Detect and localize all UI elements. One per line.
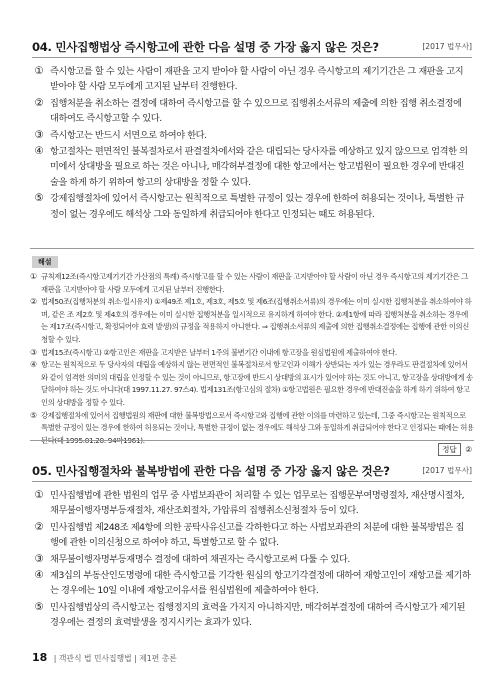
- option-text: 채무불이행자명부등재명수 결정에 대하여 채권자는 즉시항고로써 다툴 수 있다.: [50, 553, 350, 565]
- item-text: 법제15조(즉시항고) ②항고인은 재판을 고지받은 날부터 1주의 불변기간 이내에 항고장을 원심법원에 제출하여야 한다.: [41, 347, 397, 357]
- option-number: ①: [34, 489, 44, 501]
- explanation-item-1: [30, 271, 474, 296]
- q05-option-4: [32, 568, 472, 599]
- item-number: ①: [30, 272, 37, 281]
- question-05-header: [32, 460, 472, 482]
- option-text: 항고절차는 편면적인 불복절차로서 판결절차에서와 같은 대립되는 당사자를 예상하고 있지 않으므로 엄격한 의미에서 상대방을 필요로 하는 것은 아니나, 매각허부결정에 대한 항고에서는 항고법원이 필요한 경우에 반대진술을 하게 하기 위하여 항고의 상대방을 정할 수 있다.: [50, 146, 468, 188]
- answer-value: ②: [465, 445, 472, 454]
- q04-option-3: [32, 128, 472, 143]
- item-number: ④: [30, 360, 37, 370]
- answer-label: 정답: [438, 443, 461, 456]
- item-text: 법제50조(집행처분의 취소·일시유지) ①제49조 제1호, 제3호, 제5호 및 제6조(집행취소서류)의 경우에는 이미 실시한 집행처분을 취소하여야 하며, 같은 조 제2호 및 제4호의 경우에는 이미 실시한 집행처분을 일시적으로 유지하게 하여야 한다. ②제1항에 따라 집행처분을 취소하는 경우에는 제17조(즉시항고, 확정되어야 효력 발생)의 규정을 적용하지 아니한다. ⇒ 집행취소서류의 제출에 의한 집행취소결정에는 집행에 관한 이의신청할 수 있다.: [41, 297, 472, 344]
- q04-option-2: [32, 96, 472, 127]
- q05-option-1: [32, 488, 472, 519]
- option-text: 민사집행법상의 즉시항고는 집행정지의 효력을 가지지 아니하지만, 매각허부결정에 대하여 즉시항고가 제기된 경우에는 결정의 효력발생을 정지시키는 효과가 있다.: [50, 601, 466, 629]
- option-number: ④: [34, 145, 44, 158]
- item-number: ③: [30, 347, 37, 357]
- question-04-header: [32, 36, 472, 58]
- explanation-item-3: [30, 347, 474, 360]
- option-number: ③: [34, 128, 44, 141]
- page-number: 18: [32, 651, 48, 664]
- option-text: 집행처분을 취소하는 결정에 대하여 즉시항고를 할 수 있으므로 집행취소서류의 제출에 의한 집행 취소결정에 대하여도 즉시항고할 수 있다.: [50, 97, 462, 125]
- q05-option-2: [32, 520, 472, 551]
- option-number: ⑤: [34, 600, 44, 613]
- q05-option-5: [32, 600, 472, 631]
- option-text: 민사집행법에 관한 법원의 업무 중 사법보좌관이 처리할 수 있는 업무로는 집행문부여명령절차, 재산명시절차, 채무불이행자명부등재절차, 재산조회절차, 가압류의 집행취소신청절차 등이 있다.: [50, 490, 465, 517]
- q04-option-1: [32, 64, 472, 95]
- item-text: 항고는 원칙적으로 두 당사자의 대립을 예상하지 않는 편면적인 불복절차로서 항고인과 이해가 상반되는 자가 있는 경우라도 판결절차에 있어서와 같이 엄격한 의미의 대립을 인정할 수 있는 것이 아니므로, 항고장에 반드시 상대방의 표시가 있어야 하는 것도 아니고, 항고장을 상대방에게 송달하여야 하는 것도 아니다(대 1997.11.27. 97스4). 법제131조(항고심의 절차) ①항고법원은 필요한 경우에 반대진술을 하게 하기 위하여 항고인의 상대방을 정할 수 있다.: [41, 360, 473, 407]
- explanation-item-4: [30, 359, 474, 409]
- question-05-options: [32, 488, 472, 632]
- header-rule: [32, 481, 472, 482]
- item-text: 강제집행절차에 있어서 집행법원의 재판에 대한 불복방법으로서 즉시항고와 집행에 관한 이의를 마련하고 있는데, 그중 즉시항고는 원칙적으로 특별한 규정이 있는 경우에 한하여 허용되는 것이나, 특별한 규정이 없는 경우에도 해석상 그와 동일하게 취급되어야 한다고 인정되는 때에는 허용된다(대 1995.01.20. 94마1961).: [41, 410, 474, 445]
- answer-badge: [438, 443, 472, 456]
- explanation-item-2: [30, 296, 474, 346]
- explanation-label: 해설: [32, 256, 58, 268]
- header-rule: [32, 57, 472, 58]
- question-04-source: [2017 법무사]: [422, 42, 472, 51]
- q04-option-5: [32, 191, 472, 222]
- question-04-title: 04. 민사집행법상 즉시항고에 관한 다음 설명 중 가장 옳지 않은 것은?: [32, 40, 379, 54]
- running-title: | 객관식 법 민사집행법 | 제1편 총론: [53, 654, 177, 663]
- option-text: 민사집행법 제248조 제4항에 의한 공탁사유신고를 각하한다고 하는 사법보좌관의 처분에 대한 불복방법은 집행에 관한 이의신청으로 하여야 하고, 특별항고로 할 수 없다.: [50, 521, 464, 549]
- page-footer: [32, 651, 177, 665]
- explanation-box: [30, 248, 474, 447]
- option-text: 즉시항고를 할 수 있는 사람이 재판을 고지 받아야 할 사람이 아닌 경우 즉시항고의 제기기간은 그 재판을 고지 받아야 할 사람 모두에게 고지된 날부터 진행한다.: [50, 66, 464, 93]
- q05-option-3: [32, 552, 472, 567]
- option-number: ④: [34, 569, 44, 582]
- option-number: ⑤: [34, 192, 44, 205]
- item-number: ②: [30, 297, 37, 307]
- item-number: ⑤: [30, 410, 37, 420]
- option-text: 제3십의 부동산인도명령에 대한 즉시항고를 기각한 원심의 항고기각결정에 대하여 재항고인이 재항고를 제기하는 경우에는 10일 이내에 재항고이유서를 원심법원에 제출하여야 한다.: [50, 570, 471, 597]
- question-05-source: [2017 법무사]: [422, 466, 472, 475]
- option-text: 즉시항고는 반드시 서면으로 하여야 한다.: [50, 129, 207, 141]
- explanation-item-5: [30, 410, 474, 448]
- option-text: 강제집행절차에 있어서 즉시항고는 원칙적으로 특별한 규정이 있는 경우에 한하여 허용되는 것이나, 특별한 규정이 없는 경우에도 해석상 그와 동일하게 취급되어야 한다고 인정되는 때도 허용된다.: [50, 193, 465, 220]
- option-number: ②: [34, 96, 44, 109]
- option-number: ②: [34, 520, 44, 533]
- option-number: ①: [34, 65, 44, 77]
- question-05-title: 05. 민사집행절차와 불복방법에 관한 다음 설명 중 가장 옳지 않은 것은?: [32, 464, 390, 478]
- q04-option-4: [32, 144, 472, 190]
- item-text: 규칙제12조(즉시항고제기기간 가산점의 특례) 즉시항고를 할 수 있는 사람이 재판을 고지받아야 할 사람이 아닌 경우 즉시항고의 제기기간은 그 재판을 고지받아야 할 사람 모두에게 고지된 날부터 진행한다.: [41, 272, 468, 294]
- explanation-bottom-rule: [30, 440, 474, 441]
- option-number: ③: [34, 552, 44, 565]
- question-04-options: [32, 64, 472, 223]
